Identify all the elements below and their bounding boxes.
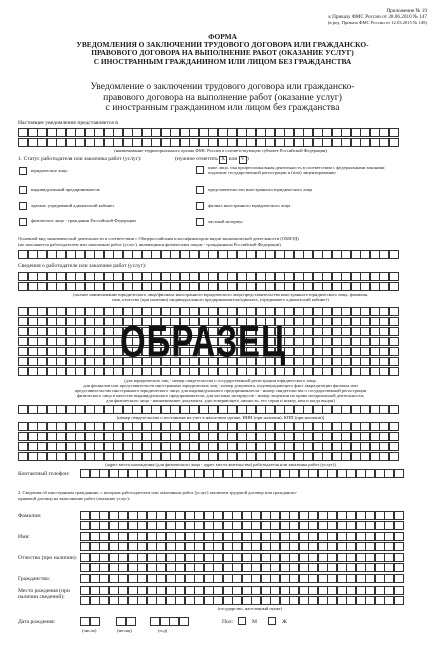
birth-year-caption: (год) bbox=[158, 628, 168, 633]
citizenship-grid[interactable] bbox=[80, 574, 403, 583]
title-line-2: правового договора на выполнение работ (оказание услуг) bbox=[103, 91, 342, 103]
okved-label-2: (не заполняется работодателем или заказчиком работ (услуг), являющимся физическим лицом - гражданином Российской Федерации) bbox=[18, 242, 281, 247]
appendix-line-1: Приложение № 19 bbox=[386, 8, 427, 14]
input-cell[interactable] bbox=[389, 405, 399, 414]
input-cell[interactable] bbox=[179, 617, 189, 626]
citizenship-label: Гражданство: bbox=[18, 576, 51, 582]
input-cell[interactable] bbox=[394, 511, 404, 520]
registration-caption-1: (для юридических лиц - номер свидетельства о государственной регистрации юридического лица; bbox=[124, 378, 317, 383]
address-row-1[interactable] bbox=[18, 422, 398, 431]
mark-or: или bbox=[228, 156, 238, 162]
employer-name-row-1[interactable] bbox=[18, 272, 398, 281]
okved-label-1: Основной вид экономической деятельности в соответствии с Общероссийским классификатором видов экономической деятельности (ОКВЭД) bbox=[18, 236, 299, 241]
heading-bold-3: С ИНОСТРАННЫМ ГРАЖДАНИНОМ ИЛИ ЛИЦОМ БЕЗ ГРАЖДАНСТВА bbox=[93, 56, 352, 66]
employer-info-label: Сведения о работодателе или заказчике работ (услуг): bbox=[18, 263, 147, 269]
appendix-line-3: (в ред. Приказа ФМС России от 12.03.2015 № 149) bbox=[327, 20, 427, 25]
status-individual-entrepreneur-label: индивидуальный предприниматель bbox=[31, 187, 100, 192]
address-row-3[interactable] bbox=[18, 442, 398, 451]
input-cell[interactable] bbox=[389, 367, 399, 376]
surname-label: Фамилия: bbox=[18, 513, 42, 519]
status-lawyer-checkbox[interactable] bbox=[19, 202, 27, 210]
birth-day-grid[interactable] bbox=[80, 617, 99, 626]
status-citizen-checkbox[interactable] bbox=[19, 218, 27, 226]
address-caption: (адрес места нахождения (для физического лица - адрес места жительства) работодателя или заказчика работ (услуг)) bbox=[105, 462, 336, 467]
mark-close: ) bbox=[246, 156, 249, 162]
employer-name-caption-2: имя, отчество (при наличии) индивидуального предпринимателя/адвоката, учредившего адвокатский кабинет) bbox=[112, 297, 329, 302]
birth-year-grid[interactable] bbox=[150, 617, 188, 626]
input-cell[interactable] bbox=[90, 617, 100, 626]
name-label: Имя: bbox=[18, 534, 30, 540]
birthplace-grid-2[interactable] bbox=[80, 596, 403, 605]
submitted-to-label: Настоящее уведомление представляется в bbox=[18, 120, 118, 126]
address-row-2[interactable] bbox=[18, 432, 398, 441]
input-cell[interactable] bbox=[394, 542, 404, 551]
input-cell[interactable] bbox=[394, 563, 404, 572]
organ-grid-row-1[interactable] bbox=[18, 128, 398, 137]
surname-grid-2[interactable] bbox=[80, 521, 403, 530]
birthdate-label: Дата рождения: bbox=[18, 619, 56, 625]
status-label: 1. Статус работодателя или заказчика работ (услуг): bbox=[18, 156, 142, 162]
input-cell[interactable] bbox=[394, 521, 404, 530]
status-representative-office-label: представительство иностранного юридического лица bbox=[208, 187, 313, 192]
mark-x-sample: X bbox=[219, 156, 227, 164]
status-lawyer-label: адвокат, учредивший адвокатский кабинет bbox=[31, 203, 115, 208]
name-grid[interactable] bbox=[80, 532, 403, 541]
status-citizen-label: физическое лицо - гражданин Российской Федерации bbox=[31, 218, 136, 223]
status-notary-label: частный нотариус bbox=[208, 219, 244, 224]
input-cell[interactable] bbox=[389, 337, 399, 346]
patronymic-label: Отчество (при наличии): bbox=[18, 555, 78, 561]
input-cell[interactable] bbox=[394, 596, 404, 605]
input-cell[interactable] bbox=[389, 327, 399, 336]
surname-grid[interactable] bbox=[80, 511, 403, 520]
organ-caption: (наименование территориального органа ФМС России в соответствующем субъекте Российской Федерации) bbox=[114, 148, 327, 153]
phone-label: Контактный телефон: bbox=[18, 471, 70, 477]
name-grid-2[interactable] bbox=[80, 542, 403, 551]
birthplace-label-2: наличии сведений): bbox=[18, 594, 65, 600]
sex-female-checkbox[interactable] bbox=[268, 617, 276, 625]
employer-name-caption-1: (полное наименование юридического лица/филиала иностранного юридического лица/представительства иностранного юридического лица, фамилия, bbox=[72, 292, 369, 297]
status-legal-entity-checkbox[interactable] bbox=[19, 167, 27, 175]
section2-label-2: правовой договор на выполнение работ (оказание услуг): bbox=[18, 496, 131, 501]
input-cell[interactable] bbox=[389, 452, 399, 461]
input-cell[interactable] bbox=[389, 357, 399, 366]
title-line-1: Уведомление о заключении трудового договора или гражданско- bbox=[90, 81, 355, 92]
section2-label-1: 2. Сведения об иностранном гражданине, с которым работодателем или заказчиком работ (услуг) заключен трудовой договор или гражданско- bbox=[18, 490, 298, 495]
status-individual-entrepreneur-checkbox[interactable] bbox=[19, 186, 27, 194]
birth-month-caption: (месяц) bbox=[117, 628, 132, 633]
employer-name-row-2[interactable] bbox=[18, 282, 398, 291]
status-branch-checkbox[interactable] bbox=[196, 202, 204, 210]
input-cell[interactable] bbox=[389, 250, 399, 259]
status-legal-entity-label: юридическое лицо bbox=[31, 168, 68, 173]
sex-male-checkbox[interactable] bbox=[238, 617, 246, 625]
input-cell[interactable] bbox=[389, 138, 399, 147]
input-cell[interactable] bbox=[389, 282, 399, 291]
employer-extra-row-1[interactable] bbox=[18, 307, 398, 316]
mark-hint bbox=[175, 156, 249, 164]
status-licensed-person-label: иное лицо, чья профессиональная деятельность в соответствии с федеральными законами подлежит государственной регистрации и (или) лицензированию bbox=[208, 165, 385, 176]
status-licensed-person-checkbox[interactable] bbox=[196, 166, 204, 174]
status-notary-checkbox[interactable] bbox=[196, 218, 204, 226]
sex-label: Пол: bbox=[222, 619, 234, 625]
registration-caption-5: для физического лица - наименование документа, удостоверяющего личность, его серия и номер, кем и когда выдан) bbox=[106, 398, 335, 403]
birthplace-caption: (государство, населенный пункт) bbox=[217, 606, 283, 611]
patronymic-grid[interactable] bbox=[80, 553, 403, 562]
tax-caption: (номер свидетельства о постановке на учет в налоговом органе, ИНН (при наличии), КПП (при наличии)) bbox=[116, 415, 325, 420]
birthplace-grid[interactable] bbox=[80, 586, 403, 595]
status-branch-label: филиал иностранного юридического лица bbox=[208, 203, 291, 208]
input-cell[interactable] bbox=[389, 442, 399, 451]
okved-grid[interactable] bbox=[18, 250, 398, 259]
registration-caption-2: для филиалов или представительств иностранных юридических лиц - номер документа, подтверждающего факт аккредитации филиала или bbox=[83, 383, 358, 388]
birth-month-grid[interactable] bbox=[116, 617, 135, 626]
mark-v-sample: V bbox=[239, 156, 247, 164]
registration-caption-4: физического лица в качестве индивидуального предпринимателя; для частных нотариусов - номер лицензии на право нотариальной деятельности; bbox=[76, 393, 365, 398]
appendix-line-2: к Приказу ФМС России от 28.06.2010 № 147 bbox=[328, 14, 427, 20]
title-line-3: с иностранным гражданином или лицом без гражданства bbox=[105, 102, 340, 114]
form-title bbox=[18, 82, 427, 114]
input-cell[interactable] bbox=[394, 574, 404, 583]
input-cell[interactable] bbox=[394, 553, 404, 562]
input-cell[interactable] bbox=[126, 617, 136, 626]
mark-hint-text: (нужное отметить bbox=[175, 156, 218, 162]
phone-grid[interactable] bbox=[80, 469, 403, 478]
input-cell[interactable] bbox=[389, 307, 399, 316]
sex-male-label: М bbox=[252, 619, 257, 625]
registration-caption-3: представительства иностранного юридического лица; для индивидуального предпринимателя - номер свидетельства о государственной регистрации bbox=[74, 388, 367, 393]
tax-grid[interactable] bbox=[18, 405, 398, 414]
birthplace-label-1: Место рождения (при bbox=[18, 588, 70, 594]
address-row-4[interactable] bbox=[18, 452, 398, 461]
input-cell[interactable] bbox=[389, 347, 399, 356]
heading-bold-1: УВЕДОМЛЕНИЯ О ЗАКЛЮЧЕНИИ ТРУДОВОГО ДОГОВОРА ИЛИ ГРАЖДАНСКО- bbox=[76, 40, 369, 50]
status-representative-office-checkbox[interactable] bbox=[196, 186, 204, 194]
input-cell[interactable] bbox=[389, 272, 399, 281]
sample-stamp: ОБРАЗЕЦ bbox=[120, 316, 287, 366]
input-cell[interactable] bbox=[389, 422, 399, 431]
input-cell[interactable] bbox=[389, 317, 399, 326]
sex-female-label: Ж bbox=[282, 619, 288, 625]
input-cell[interactable] bbox=[394, 469, 404, 478]
organ-grid-row-2[interactable] bbox=[18, 138, 398, 147]
form-heading bbox=[20, 33, 425, 66]
input-cell[interactable] bbox=[389, 432, 399, 441]
birth-day-caption: (число) bbox=[82, 628, 97, 633]
employer-extra-row-7[interactable] bbox=[18, 367, 398, 376]
heading-bold-2: ПРАВОВОГО ДОГОВОРА НА ВЫПОЛНЕНИЕ РАБОТ (ОКАЗАНИЕ УСЛУГ) bbox=[91, 48, 354, 58]
appendix-block bbox=[227, 8, 427, 25]
form-label: ФОРМА bbox=[208, 32, 237, 41]
input-cell[interactable] bbox=[389, 128, 399, 137]
input-cell[interactable] bbox=[394, 532, 404, 541]
patronymic-grid-2[interactable] bbox=[80, 563, 403, 572]
input-cell[interactable] bbox=[394, 586, 404, 595]
